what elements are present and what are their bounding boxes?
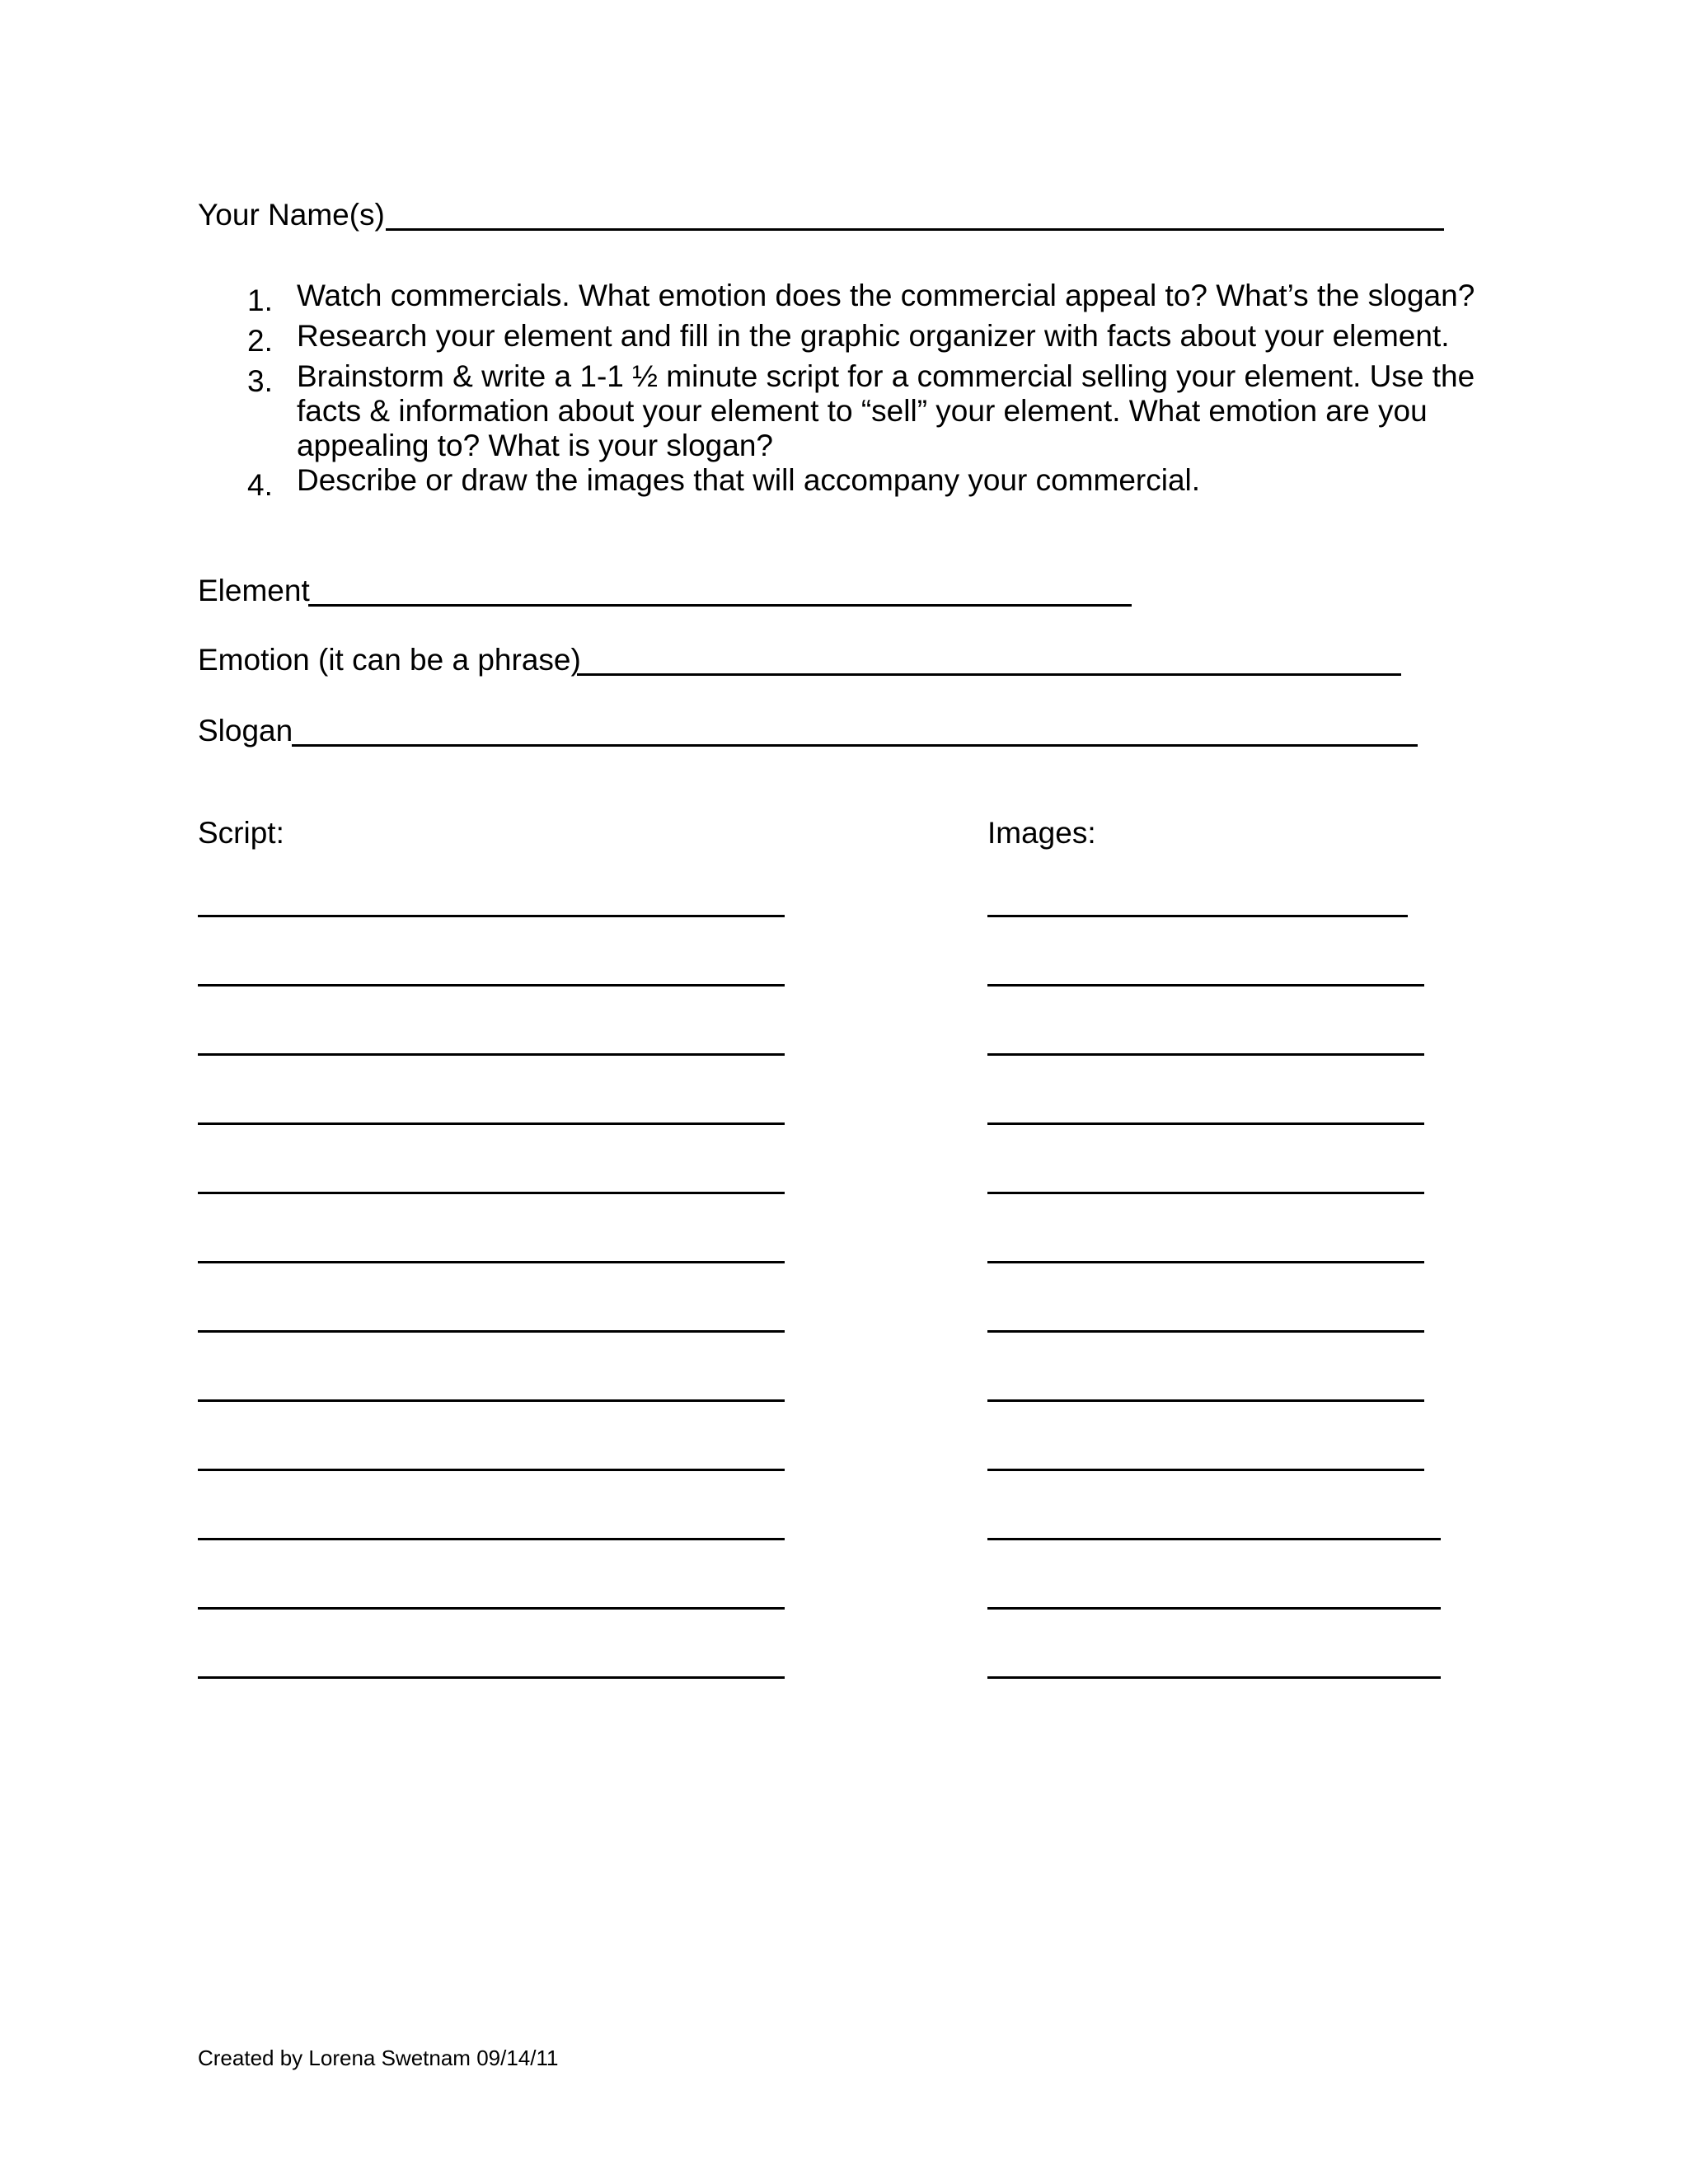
script-line[interactable] bbox=[198, 1676, 785, 1679]
images-line[interactable] bbox=[987, 1607, 1441, 1610]
instruction-text: Research your element and fill in the graphic organizer with facts about your element. bbox=[297, 319, 1450, 353]
script-label: Script: bbox=[198, 816, 284, 850]
instruction-text-line: appealing to? What is your slogan? bbox=[297, 429, 773, 462]
script-line[interactable] bbox=[198, 1607, 785, 1610]
script-line[interactable] bbox=[198, 915, 785, 917]
slogan-label: Slogan bbox=[198, 714, 293, 748]
element-input-line[interactable] bbox=[308, 604, 1132, 607]
instruction-text-line: Brainstorm & write a 1-1 ½ minute script for a commercial selling your element. Use the bbox=[297, 359, 1475, 393]
images-line[interactable] bbox=[987, 1538, 1441, 1540]
images-line[interactable] bbox=[987, 984, 1424, 987]
images-line[interactable] bbox=[987, 1192, 1424, 1194]
script-line[interactable] bbox=[198, 1399, 785, 1402]
images-line[interactable] bbox=[987, 1676, 1441, 1679]
emotion-input-line[interactable] bbox=[577, 673, 1401, 676]
script-line[interactable] bbox=[198, 1261, 785, 1263]
emotion-label: Emotion (it can be a phrase) bbox=[198, 643, 581, 677]
instruction-text-line: facts & information about your element to “sell” your element. What emotion are you bbox=[297, 394, 1428, 428]
name-input-line[interactable] bbox=[386, 228, 1444, 231]
instruction-text: Watch commercials. What emotion does the commercial appeal to? What’s the slogan? bbox=[297, 279, 1475, 312]
images-line[interactable] bbox=[987, 1330, 1424, 1333]
script-line[interactable] bbox=[198, 1469, 785, 1471]
images-line[interactable] bbox=[987, 1122, 1424, 1125]
images-line[interactable] bbox=[987, 1261, 1424, 1263]
script-line[interactable] bbox=[198, 1053, 785, 1056]
script-line[interactable] bbox=[198, 1538, 785, 1540]
script-line[interactable] bbox=[198, 984, 785, 987]
script-line[interactable] bbox=[198, 1192, 785, 1194]
instruction-number: 1. bbox=[247, 284, 273, 317]
script-line[interactable] bbox=[198, 1122, 785, 1125]
instruction-text: Describe or draw the images that will accompany your commercial. bbox=[297, 463, 1201, 497]
images-line[interactable] bbox=[987, 915, 1408, 917]
slogan-input-line[interactable] bbox=[292, 744, 1418, 747]
images-line[interactable] bbox=[987, 1399, 1424, 1402]
images-line[interactable] bbox=[987, 1469, 1424, 1471]
images-label: Images: bbox=[987, 816, 1096, 850]
name-label: Your Name(s) bbox=[198, 198, 385, 232]
images-line[interactable] bbox=[987, 1053, 1424, 1056]
footer-credit: Created by Lorena Swetnam 09/14/11 bbox=[198, 2046, 559, 2070]
instruction-number: 4. bbox=[247, 468, 273, 502]
script-line[interactable] bbox=[198, 1330, 785, 1333]
instruction-number: 2. bbox=[247, 324, 273, 358]
instruction-number: 3. bbox=[247, 364, 273, 398]
element-label: Element bbox=[198, 574, 310, 607]
